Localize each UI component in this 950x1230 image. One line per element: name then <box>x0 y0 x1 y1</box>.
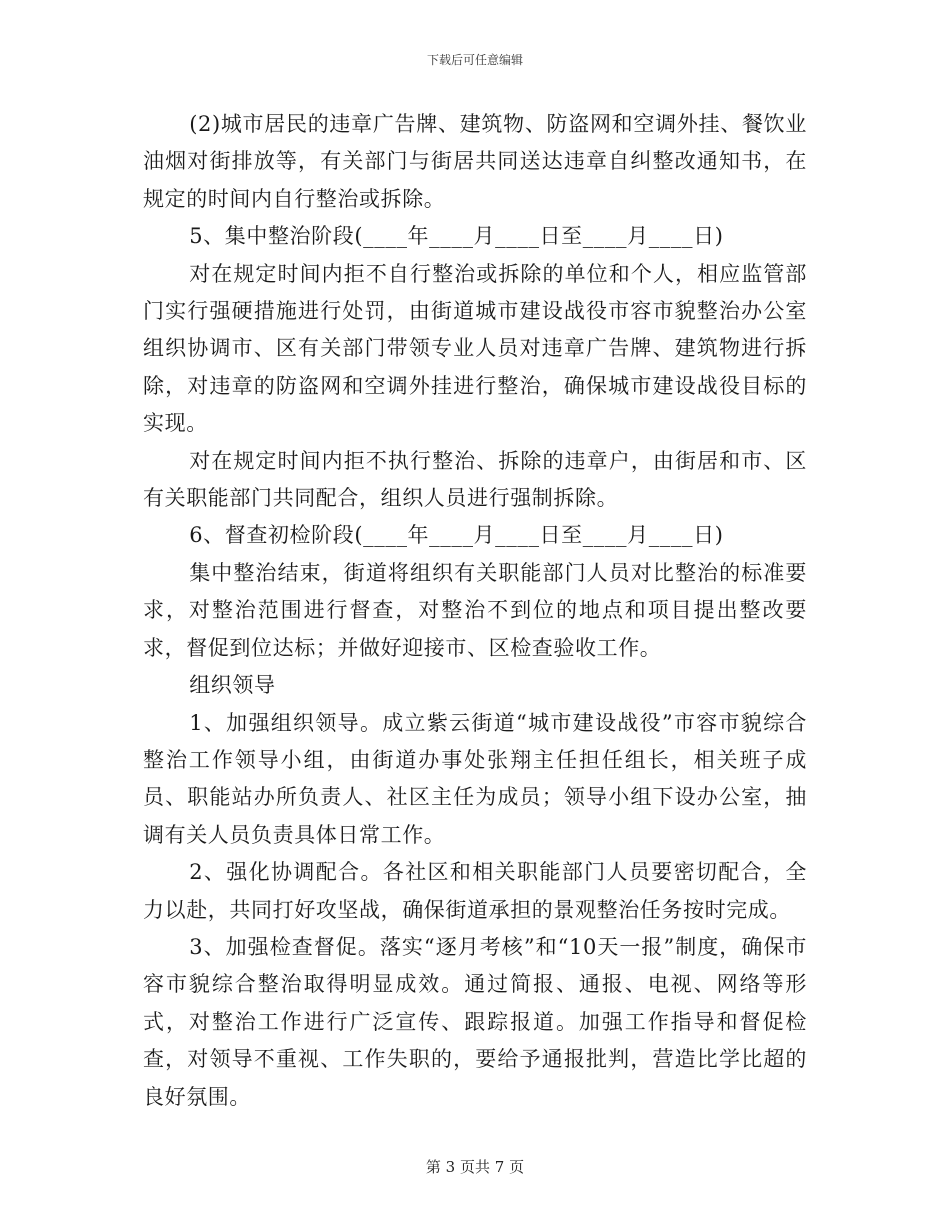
paragraph-3: 对在规定时间内拒不自行整治或拆除的单位和个人，相应监管部门实行强硬措施进行处罚，由街道城市建设战役市容市貌整治办公室组织协调市、区有关部门带领专业人员对违章广告牌、建筑物进行拆除，对违章的防盗网和空调外挂进行整治，确保城市建设战役目标的实现。 <box>143 261 807 436</box>
paragraph-4: 对在规定时间内拒不执行整治、拆除的违章户，由街居和市、区有关职能部门共同配合，组织人员进行强制拆除。 <box>143 448 807 511</box>
paragraph-7: 1、加强组织领导。成立紫云街道“城市建设战役”市容市貌综合整治工作领导小组，由街道办事处张翔主任担任组长，相关班子成员、职能站办所负责人、社区主任为成员；领导小组下设办公室，抽调有关人员负责具体日常工作。 <box>143 710 807 847</box>
paragraph-9: 3、加强检查督促。落实“逐月考核”和“10天一报”制度，确保市容市貌综合整治取得明显成效。通过简报、通报、电视、网络等形式，对整治工作进行广泛宣传、跟踪报道。加强工作指导和督促检查，对领导不重视、工作失职的，要给予通报批判，营造比学比超的良好氛围。 <box>143 934 807 1109</box>
paragraph-8: 2、强化协调配合。各社区和相关职能部门人员要密切配合，全力以赴，共同打好攻坚战，确保街道承担的景观整治任务按时完成。 <box>143 860 807 922</box>
paragraph-6: 集中整治结束，街道将组织有关职能部门人员对比整治的标准要求，对整治范围进行督查，对整治不到位的地点和项目提出整改要求，督促到位达标；并做好迎接市、区检查验收工作。 <box>143 560 807 660</box>
paragraph-1: (2)城市居民的违章广告牌、建筑物、防盗网和空调外挂、餐饮业油烟对街排放等，有关部门与街居共同送达违章自纠整改通知书，在规定的时间内自行整治或拆除。 <box>143 112 807 211</box>
paragraph-5: 6、督查初检阶段(____年____月____日至____月____日) <box>189 523 724 548</box>
page-header: 下载后可任意编辑 <box>426 53 523 67</box>
page-footer: 第 3 页共 7 页 <box>425 1158 525 1176</box>
document-body <box>143 106 807 1116</box>
paragraph-2: 5、集中整治阶段(____年____月____日至____月____日) <box>189 224 724 249</box>
section-heading: 组织领导 <box>189 673 276 698</box>
